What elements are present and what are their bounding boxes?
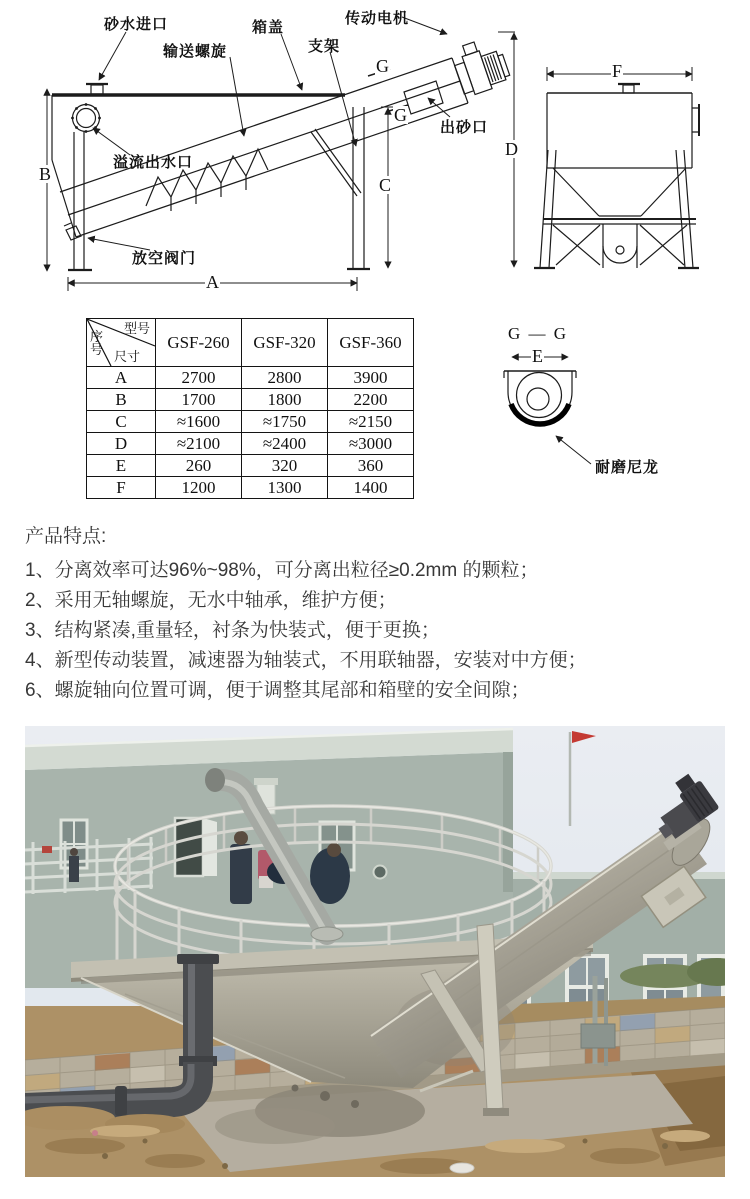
spec-table bbox=[86, 318, 414, 499]
row-label: D bbox=[87, 433, 156, 455]
column-header-gsf360: GSF-360 bbox=[328, 319, 414, 367]
dimension-value: ≈1600 bbox=[156, 411, 242, 433]
dimension-value: 360 bbox=[328, 455, 414, 477]
dimension-value: 2700 bbox=[156, 367, 242, 389]
label-sand-outlet: 出砂口 bbox=[440, 120, 489, 136]
label-inlet: 砂水进口 bbox=[104, 17, 169, 33]
features-section bbox=[25, 524, 725, 706]
dimension-value: ≈3000 bbox=[328, 433, 414, 455]
dimension-value: 2800 bbox=[242, 367, 328, 389]
feature-list bbox=[25, 556, 725, 706]
photo-illustration bbox=[25, 726, 725, 1177]
table-row bbox=[87, 411, 414, 433]
table-row bbox=[87, 433, 414, 455]
dim-letter-b: B bbox=[39, 164, 52, 184]
label-cover: 箱盖 bbox=[252, 20, 285, 36]
table-row bbox=[87, 477, 414, 499]
label-screw: 输送螺旋 bbox=[163, 44, 228, 60]
porthole-window bbox=[374, 866, 387, 879]
dimension-value: 2200 bbox=[328, 389, 414, 411]
dimension-value: ≈2100 bbox=[156, 433, 242, 455]
corner-model-label: 型号 bbox=[123, 321, 150, 336]
feature-item: 1、分离效率可达96%~98%，可分离出粒径≥0.2mm 的颗粒； bbox=[25, 560, 539, 581]
table-row bbox=[87, 389, 414, 411]
label-nylon-liner: 耐磨尼龙 bbox=[595, 460, 660, 476]
doorway bbox=[175, 818, 203, 876]
dimension-value: 1400 bbox=[328, 477, 414, 499]
table-row bbox=[87, 367, 414, 389]
hopper-end-view bbox=[534, 67, 699, 268]
label-overflow: 溢流出水口 bbox=[113, 155, 194, 171]
dim-letter-e: E bbox=[532, 346, 543, 366]
dimension-value: 1800 bbox=[242, 389, 328, 411]
row-label: C bbox=[87, 411, 156, 433]
dim-letter-d: D bbox=[505, 139, 518, 159]
label-bracket: 支架 bbox=[308, 39, 341, 55]
feature-item: 3、结构紧凑,重量轻，衬条为快装式，便于更换； bbox=[25, 620, 440, 641]
row-label: F bbox=[87, 477, 156, 499]
column-header-gsf260: GSF-260 bbox=[156, 319, 242, 367]
spec-table-header-row bbox=[87, 319, 414, 367]
corner-size-label: 尺寸 bbox=[114, 349, 141, 364]
column-header-gsf320: GSF-320 bbox=[242, 319, 328, 367]
person-on-balcony bbox=[69, 856, 79, 882]
corner-serial-label: 序号 bbox=[90, 329, 104, 357]
installation-photo bbox=[25, 726, 725, 1177]
white-debris bbox=[450, 1163, 474, 1173]
feature-item: 4、新型传动装置，减速器为轴装式，不用联轴器，安装对中方便； bbox=[25, 650, 587, 671]
label-drain-valve: 放空阀门 bbox=[132, 251, 197, 267]
spec-table-body bbox=[87, 367, 414, 499]
row-label: E bbox=[87, 455, 156, 477]
dim-letter-g2: G bbox=[394, 105, 407, 125]
feature-item: 2、采用无轴螺旋，无水中轴承，维护方便； bbox=[25, 590, 397, 611]
features-title: 产品特点: bbox=[25, 526, 107, 547]
dimension-value: 3900 bbox=[328, 367, 414, 389]
gg-cross-section bbox=[504, 357, 591, 464]
label-motor: 传动电机 bbox=[345, 11, 410, 27]
dim-letter-f: F bbox=[612, 61, 623, 81]
row-label: B bbox=[87, 389, 156, 411]
row-label: A bbox=[87, 367, 156, 389]
dim-letter-g1: G bbox=[376, 56, 389, 76]
spec-table-corner bbox=[87, 319, 156, 367]
dimension-value: 320 bbox=[242, 455, 328, 477]
dim-letter-c: C bbox=[379, 175, 392, 195]
dimension-value: 1300 bbox=[242, 477, 328, 499]
dim-letter-a: A bbox=[206, 272, 219, 292]
section-title-gg: G — G bbox=[508, 324, 569, 343]
feature-item: 6、螺旋轴向位置可调，便于调整其尾部和箱壁的安全间隙； bbox=[25, 680, 530, 701]
dimension-value: 260 bbox=[156, 455, 242, 477]
dimension-value: ≈2400 bbox=[242, 433, 328, 455]
dimension-value: ≈1750 bbox=[242, 411, 328, 433]
dimension-value: ≈2150 bbox=[328, 411, 414, 433]
dimension-value: 1200 bbox=[156, 477, 242, 499]
table-row bbox=[87, 455, 414, 477]
dimension-value: 1700 bbox=[156, 389, 242, 411]
